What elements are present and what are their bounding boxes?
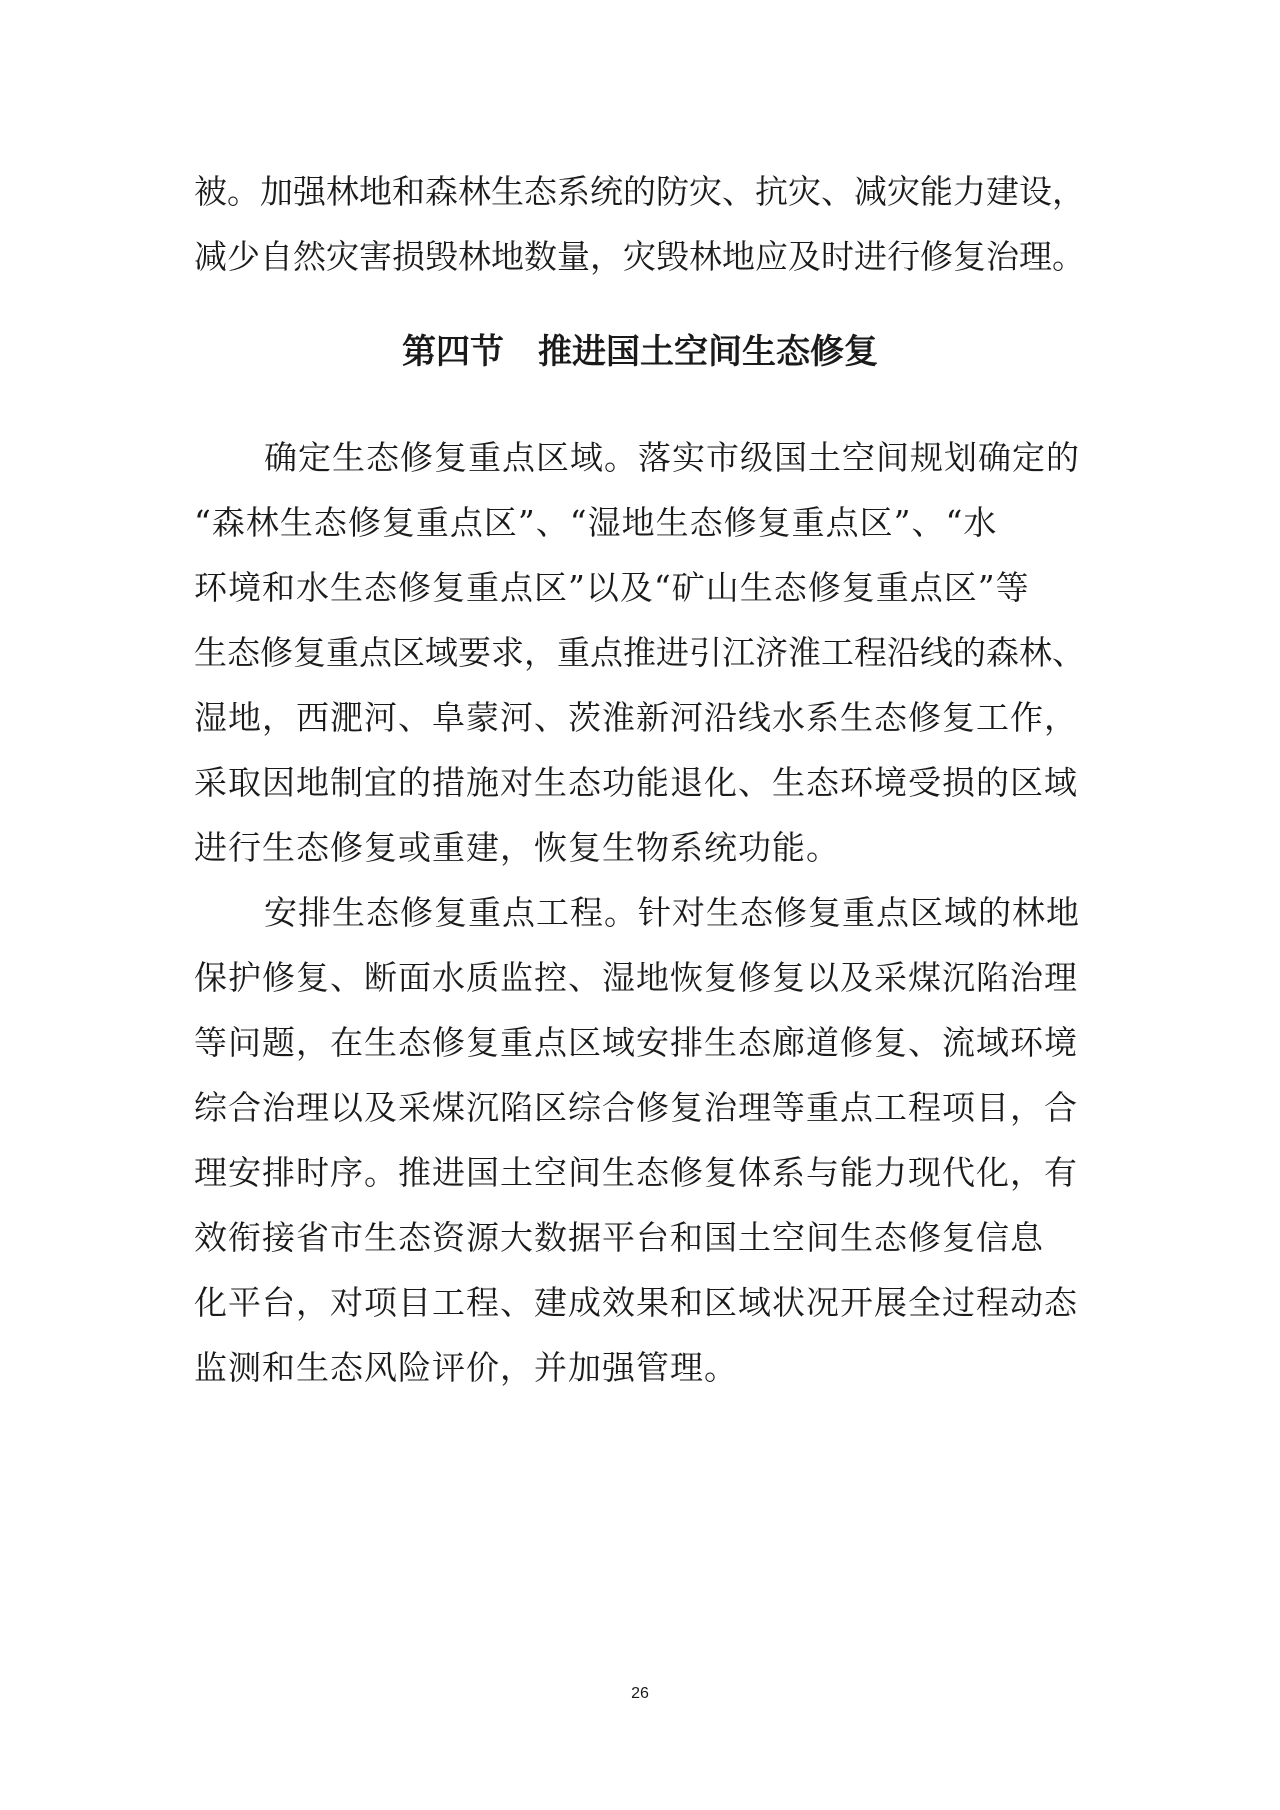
paragraph1-line-3: 环境和水生态修复重点区”以及“矿山生态修复重点区”等	[194, 568, 1030, 607]
page-number: 26	[631, 1685, 649, 1702]
paragraph1-line-5: 湿地，西淝河、阜蒙河、茨淮新河沿线水系生态修复工作，	[194, 698, 1078, 737]
continuation-line-1: 被。加强林地和森林生态系统的防灾、抗灾、减灾能力建设，	[194, 172, 1085, 211]
paragraph2-line-4: 综合治理以及采煤沉陷区综合修复治理等重点工程项目，合	[194, 1088, 1078, 1127]
paragraph1-line-1: 确定生态修复重点区域。落实市级国土空间规划确定的	[264, 438, 1080, 477]
section-heading: 第四节 推进国土空间生态修复	[402, 332, 878, 372]
paragraph1-line-6: 采取因地制宜的措施对生态功能退化、生态环境受损的区域	[194, 763, 1078, 802]
paragraph2-line-2: 保护修复、断面水质监控、湿地恢复修复以及采煤沉陷治理	[194, 958, 1078, 997]
continuation-line-2: 减少自然灾害损毁林地数量，灾毁林地应及时进行修复治理。	[194, 237, 1085, 276]
paragraph1-line-7: 进行生态修复或重建，恢复生物系统功能。	[194, 828, 840, 867]
paragraph2-line-7: 化平台，对项目工程、建成效果和区域状况开展全过程动态	[194, 1283, 1078, 1322]
paragraph2-line-6: 效衔接省市生态资源大数据平台和国土空间生态修复信息	[194, 1218, 1044, 1257]
paragraph2-line-3: 等问题，在生态修复重点区域安排生态廊道修复、流域环境	[194, 1023, 1078, 1062]
paragraph2-line-5: 理安排时序。推进国土空间生态修复体系与能力现代化，有	[194, 1153, 1078, 1192]
paragraph1-line-2: “森林生态修复重点区”、“湿地生态修复重点区”、“水	[194, 503, 998, 542]
paragraph1-line-4: 生态修复重点区域要求，重点推进引江济淮工程沿线的森林、	[194, 633, 1085, 672]
paragraph2-line-8: 监测和生态风险评价，并加强管理。	[194, 1348, 738, 1387]
paragraph2-line-1: 安排生态修复重点工程。针对生态修复重点区域的林地	[264, 893, 1080, 932]
